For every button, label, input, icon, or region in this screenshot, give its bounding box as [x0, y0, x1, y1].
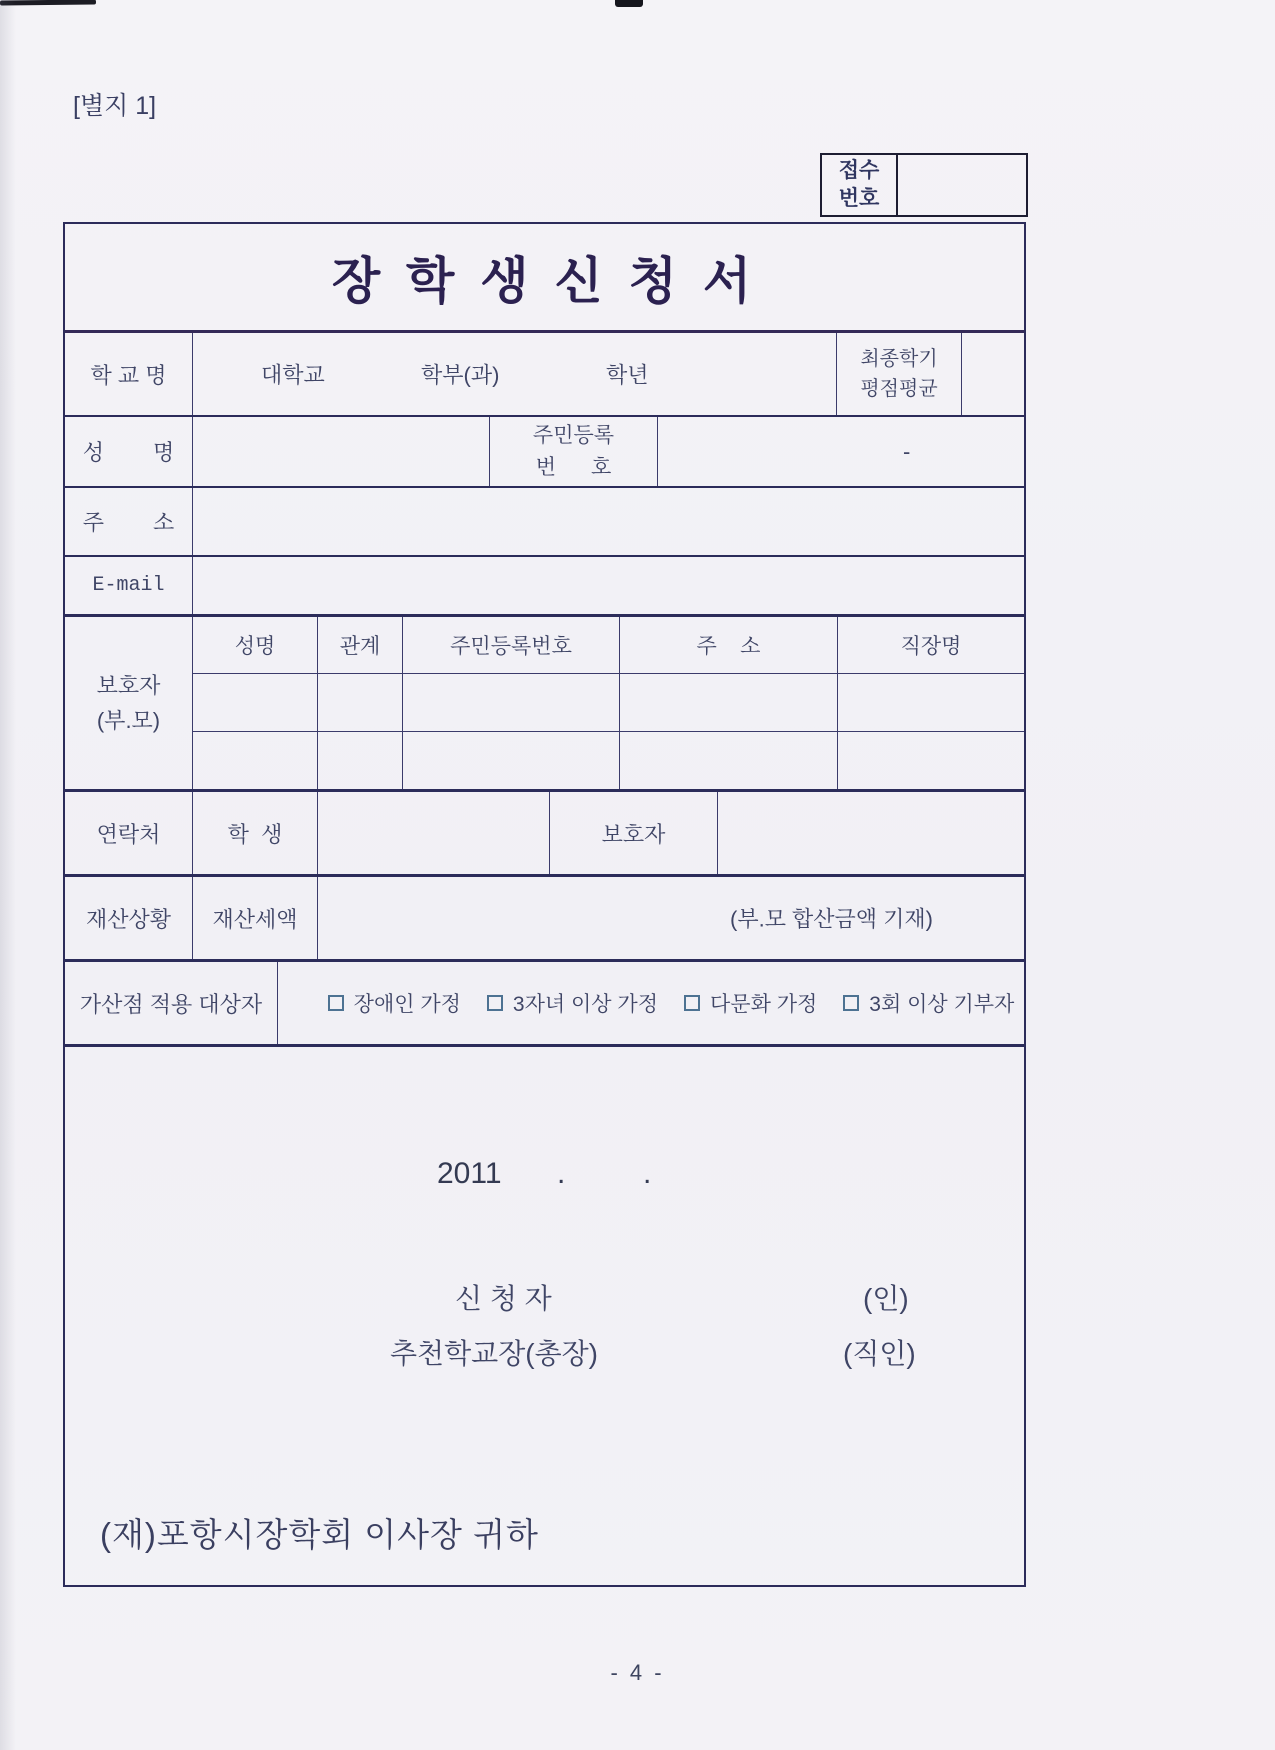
gpa-label [837, 333, 962, 415]
guardian-data-row [193, 674, 1024, 732]
checkbox-icon [843, 995, 859, 1011]
university-suffix: 대학교 [261, 362, 325, 388]
bonus-row [65, 962, 1024, 1047]
receipt-label-line1: 접수 [838, 158, 880, 182]
bonus-option-donor [843, 988, 1014, 1018]
signature-day-dot: . [643, 1157, 652, 1190]
email-row [65, 557, 1024, 617]
address-label: 주 소 [65, 488, 193, 555]
application-form-table [63, 222, 1026, 1587]
property-tax-label: 재산세액 [193, 877, 318, 959]
rrn-label-line1: 주민등록 [532, 424, 615, 447]
guardian-section [65, 617, 1024, 792]
guardian-workplace-field [838, 732, 1024, 789]
scan-artifact-top-center [615, 0, 643, 7]
rrn-value-field [658, 417, 1024, 486]
contact-guardian-label: 보호자 [550, 792, 718, 874]
name-field [193, 417, 490, 486]
guardian-relation-field [318, 732, 403, 789]
guardian-address-field [620, 674, 838, 731]
checkbox-icon [684, 995, 700, 1011]
rrn-separator: - [903, 438, 911, 464]
contact-student-label: 학 생 [193, 792, 318, 874]
page-number: - 4 - [610, 1660, 665, 1685]
property-label: 재산상황 [65, 877, 193, 959]
gpa-label-line1: 최종학기 [860, 348, 938, 370]
form-title-row [65, 224, 1024, 333]
guardian-label-line2: (부.모) [96, 708, 161, 733]
signature-section [65, 1047, 1024, 1585]
school-name-label: 학 교 명 [65, 333, 193, 415]
school-row [65, 333, 1024, 417]
email-field [193, 557, 1024, 614]
rrn-label-line2: 번 호 [535, 455, 612, 479]
gpa-label-line2: 평점평균 [860, 378, 938, 400]
checkbox-icon [328, 995, 344, 1011]
signature-month-dot: . [557, 1157, 566, 1190]
receipt-label-line2: 번호 [838, 187, 880, 210]
guardian-col-name: 성명 [193, 617, 318, 673]
school-name-field [193, 333, 837, 415]
contact-guardian-field [718, 792, 1024, 874]
rrn-label [490, 417, 658, 486]
guardian-data-row [193, 732, 1024, 789]
property-note: (부.모 합산금액 기재) [730, 906, 934, 932]
guardian-rrn-field [403, 674, 620, 731]
department-suffix: 학부(과) [421, 362, 500, 388]
gpa-value-field [962, 333, 1024, 415]
guardian-name-field [193, 732, 318, 789]
guardian-relation-field [318, 674, 403, 731]
bonus-option-label: 3회 이상 기부자 [869, 993, 1015, 1016]
bonus-option-label: 3자녀 이상 가정 [512, 993, 658, 1016]
name-row [65, 417, 1024, 488]
address-field [193, 488, 1024, 555]
principal-label: 추천학교장(총장) [390, 1338, 598, 1369]
guardian-col-relation: 관계 [318, 617, 403, 673]
guardian-col-rrn: 주민등록번호 [403, 617, 620, 673]
guardian-label [65, 617, 193, 789]
name-label: 성 명 [65, 417, 193, 486]
attachment-label: [별지 1] [73, 92, 157, 120]
checkbox-icon [487, 995, 503, 1011]
applicant-seal-mark: (인) [863, 1283, 909, 1314]
applicant-label: 신 청 자 [455, 1283, 552, 1314]
receipt-number-label [822, 155, 898, 215]
guardian-label-line1: 보호자 [96, 672, 161, 698]
guardian-table [193, 617, 1024, 789]
bonus-option-label: 장애인 가정 [353, 993, 461, 1016]
receipt-number-value [898, 155, 1026, 215]
bonus-label: 가산점 적용 대상자 [65, 962, 278, 1044]
contact-row [65, 792, 1024, 877]
address-row [65, 488, 1024, 557]
guardian-col-address: 주 소 [620, 617, 838, 673]
guardian-rrn-field [403, 732, 620, 789]
contact-student-field [318, 792, 550, 874]
form-title: 장 학 생 신 청 서 [331, 253, 758, 309]
receipt-number-box [820, 153, 1028, 217]
guardian-address-field [620, 732, 838, 789]
guardian-col-workplace: 직장명 [900, 635, 962, 658]
bonus-options [278, 962, 1024, 1044]
grade-suffix: 학년 [606, 362, 649, 388]
guardian-workplace-field [838, 674, 1024, 731]
guardian-name-field [193, 674, 318, 731]
bonus-option-multicultural [684, 988, 817, 1018]
principal-seal-mark: (직인) [843, 1338, 916, 1369]
recipient-line: (재)포항시장학회 이사장 귀하 [100, 1516, 539, 1553]
signature-year: 2011 [437, 1157, 502, 1190]
email-label: E-mail [65, 557, 193, 614]
scan-edge-shadow [0, 0, 16, 1750]
property-value-field [318, 877, 1024, 959]
contact-label: 연락처 [65, 792, 193, 874]
bonus-option-three-children [487, 988, 658, 1018]
bonus-option-label: 다문화 가정 [710, 993, 818, 1016]
bonus-option-disabled-family [328, 988, 461, 1018]
guardian-header-row [193, 617, 1024, 674]
property-row [65, 877, 1024, 962]
